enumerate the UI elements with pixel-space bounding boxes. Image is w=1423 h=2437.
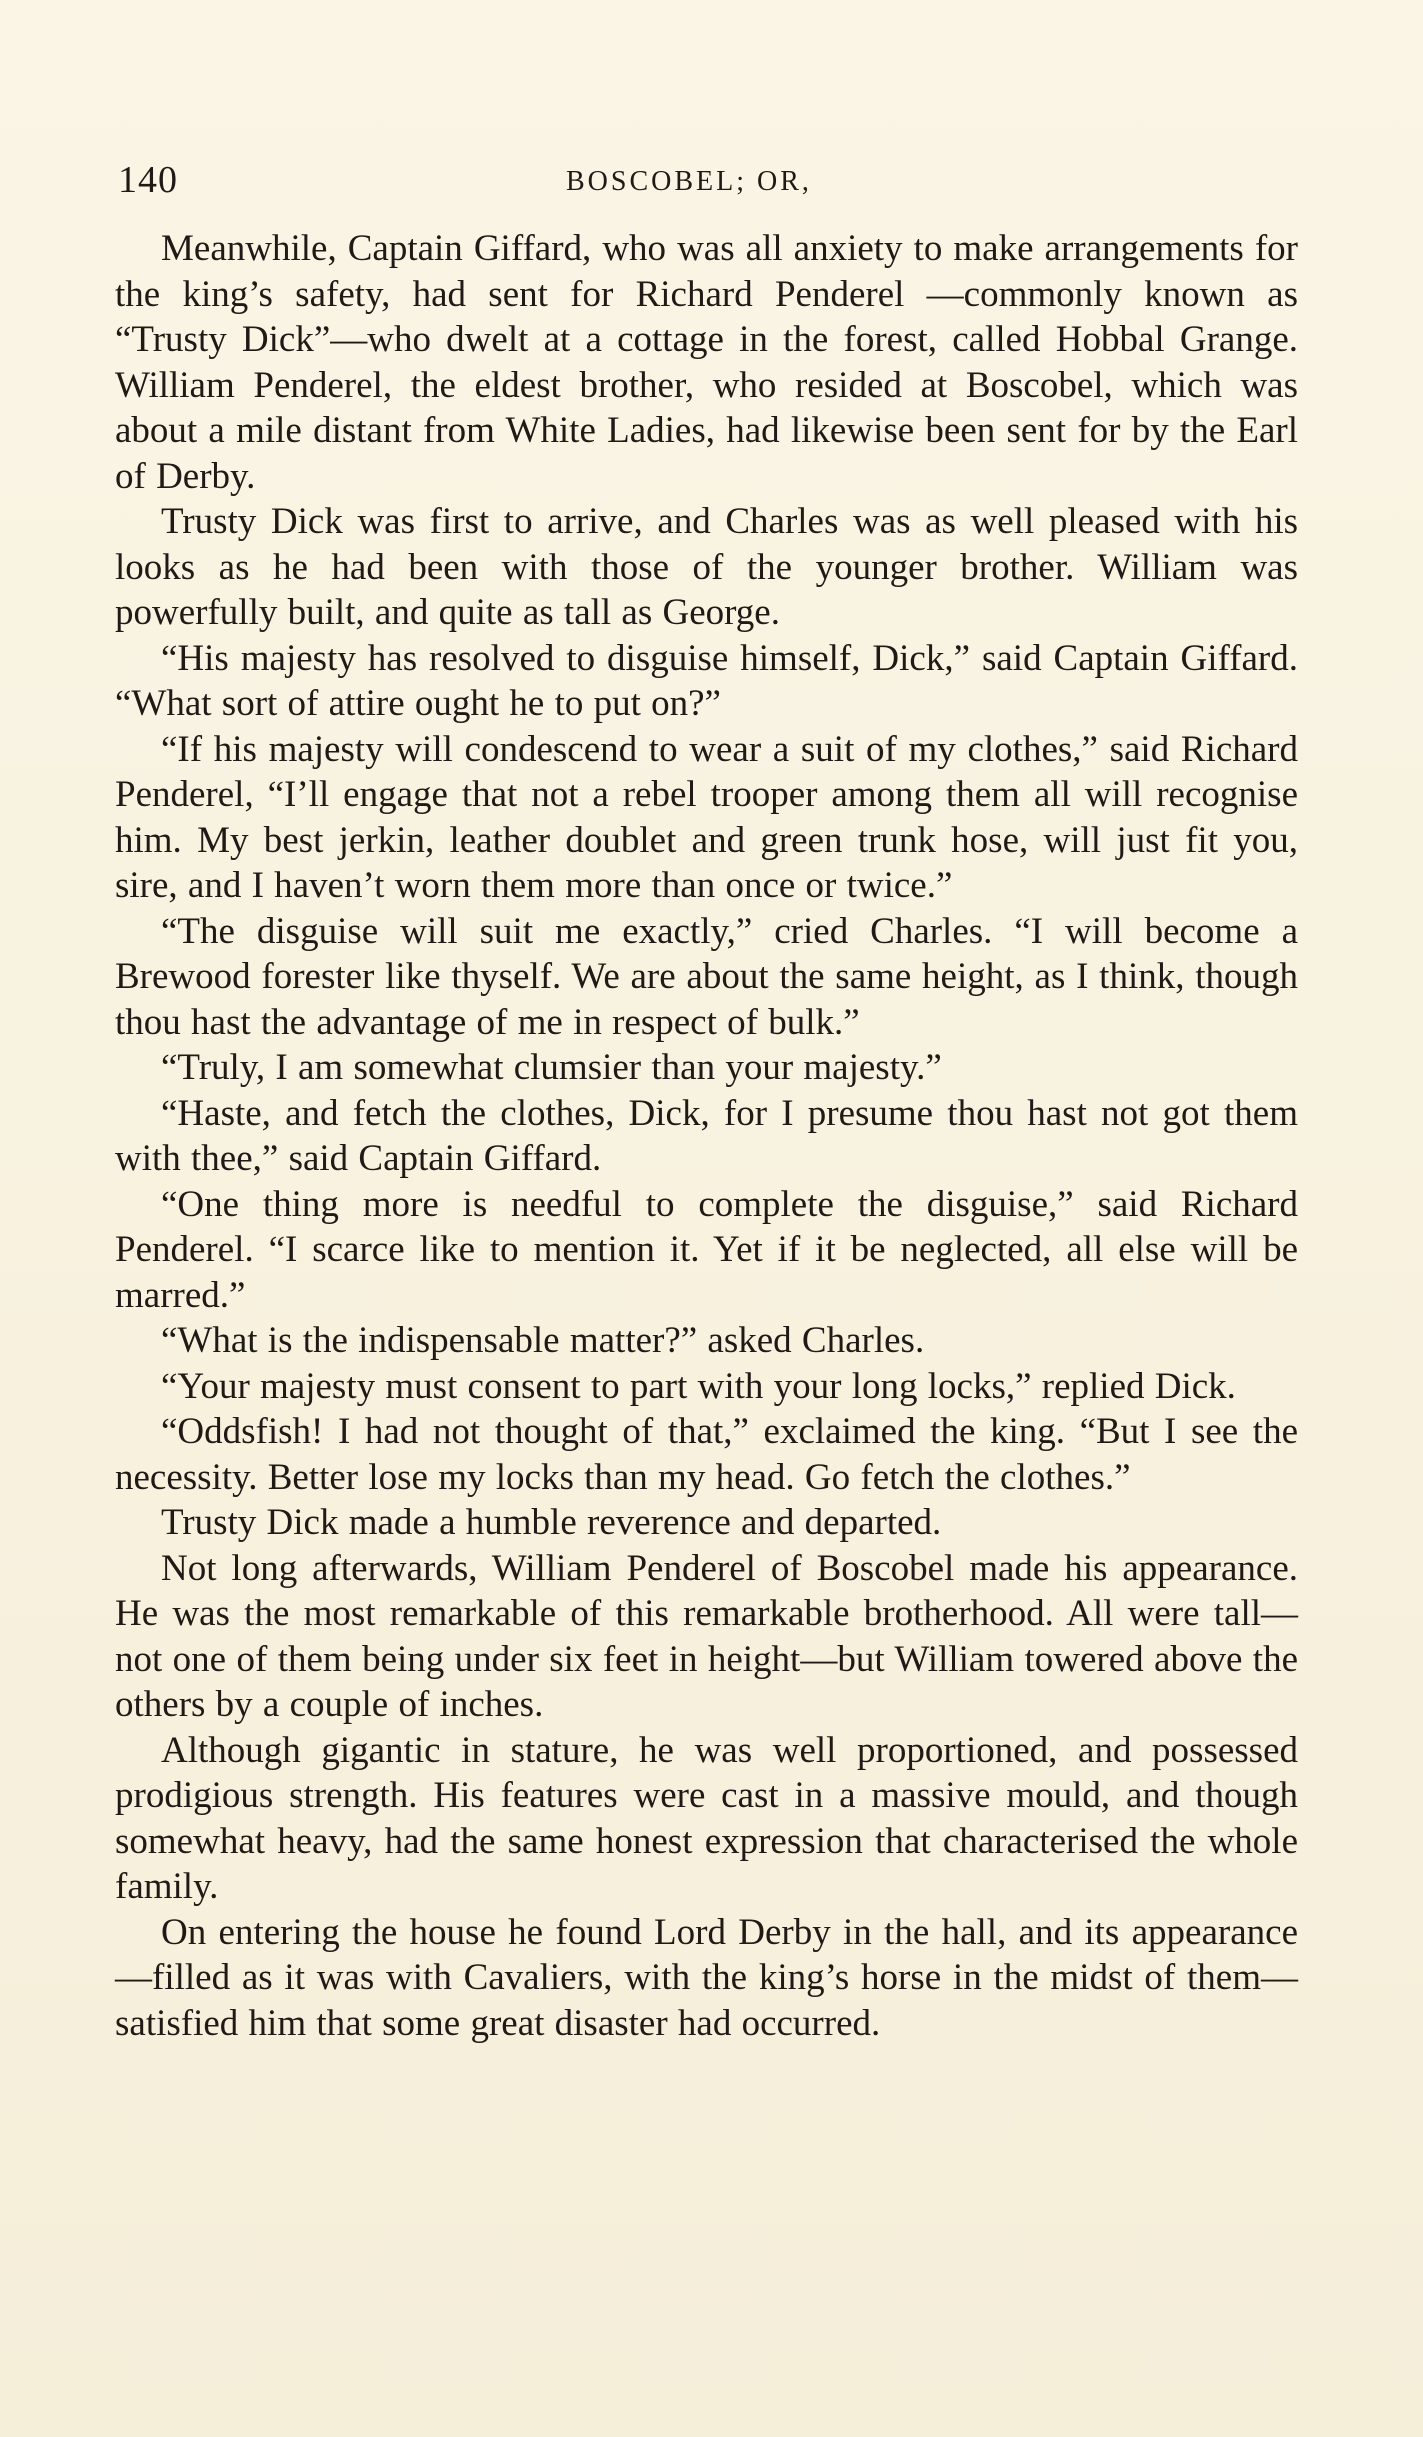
paragraph: “The disguise will suit me exactly,” cried Charles. “I will become a Brewood forester like thyself. We are about the same height, as I think, though thou hast the advantage of me in respect of bulk.” <box>115 910 1298 1043</box>
paragraph: “One thing more is needful to complete the disguise,” said Richard Penderel. “I scarce like to mention it. Yet if it be neglected, all else will be marred.” <box>115 1183 1298 1316</box>
paragraph: “His majesty has resolved to disguise himself, Dick,” said Captain Giffard. “What sort of attire ought he to put on?” <box>115 637 1298 724</box>
body-text <box>115 226 1298 2046</box>
paragraph: “Truly, I am somewhat clumsier than your majesty.” <box>161 1047 942 1088</box>
paragraph: “Haste, and fetch the clothes, Dick, for I presume thou hast not got them with thee,” said Captain Giffard. <box>115 1092 1298 1179</box>
paragraph: “If his majesty will condescend to wear a suit of my clothes,” said Richard Penderel, “I’ll engage that not a rebel trooper among them all will recognise him. My best jerkin, leather doublet and green trunk hose, will just fit you, sire, and I haven’t worn them more than once or twice.” <box>115 728 1298 906</box>
paragraph: “Oddsfish! I had not thought of that,” exclaimed the king. “But I see the necessity. Better lose my locks than my head. Go fetch the clothes.” <box>115 1411 1298 1498</box>
paragraph: “Your majesty must consent to part with your long locks,” replied Dick. <box>161 1365 1236 1407</box>
paragraph: Although gigantic in stature, he was well proportioned, and possessed prodigious strength. His features were cast in a massive mould, and though somewhat heavy, had the same honest expression that characterised the whole family. <box>115 1729 1298 1907</box>
paragraph: “What is the indispensable matter?” asked Charles. <box>161 1320 925 1361</box>
page-number: 140 <box>118 159 178 201</box>
paragraph: Not long afterwards, William Penderel of Boscobel made his appearance. He was the most remarkable of this remarkable brotherhood. All were tall—not one of them being under six feet in height—but William towered above the others by a couple of inches. <box>115 1547 1298 1725</box>
paragraph: Trusty Dick was first to arrive, and Charles was as well pleased with his looks as he had been with those of the younger brother. William was powerfully built, and quite as tall as George. <box>115 501 1298 633</box>
paragraph: Meanwhile, Captain Giffard, who was all anxiety to make arrangements for the king’s safety, had sent for Richard Penderel —commonly known as “Trusty Dick”—who dwelt at a cottage in the forest, called Hobbal Grange. William Penderel, the eldest brother, who resided at Boscobel, which was about a mile distant from White Ladies, had likewise been sent for by the Earl of Derby. <box>115 228 1298 497</box>
running-title: BOSCOBEL; OR, <box>566 166 812 197</box>
paragraph: On entering the house he found Lord Derby in the hall, and its appearance—filled as it was with Cavaliers, with the king’s horse in the midst of them—satisfied him that some great disaster had occurred. <box>115 1911 1298 2044</box>
paragraph: Trusty Dick made a humble reverence and departed. <box>161 1502 942 1543</box>
page-header <box>118 150 1298 210</box>
